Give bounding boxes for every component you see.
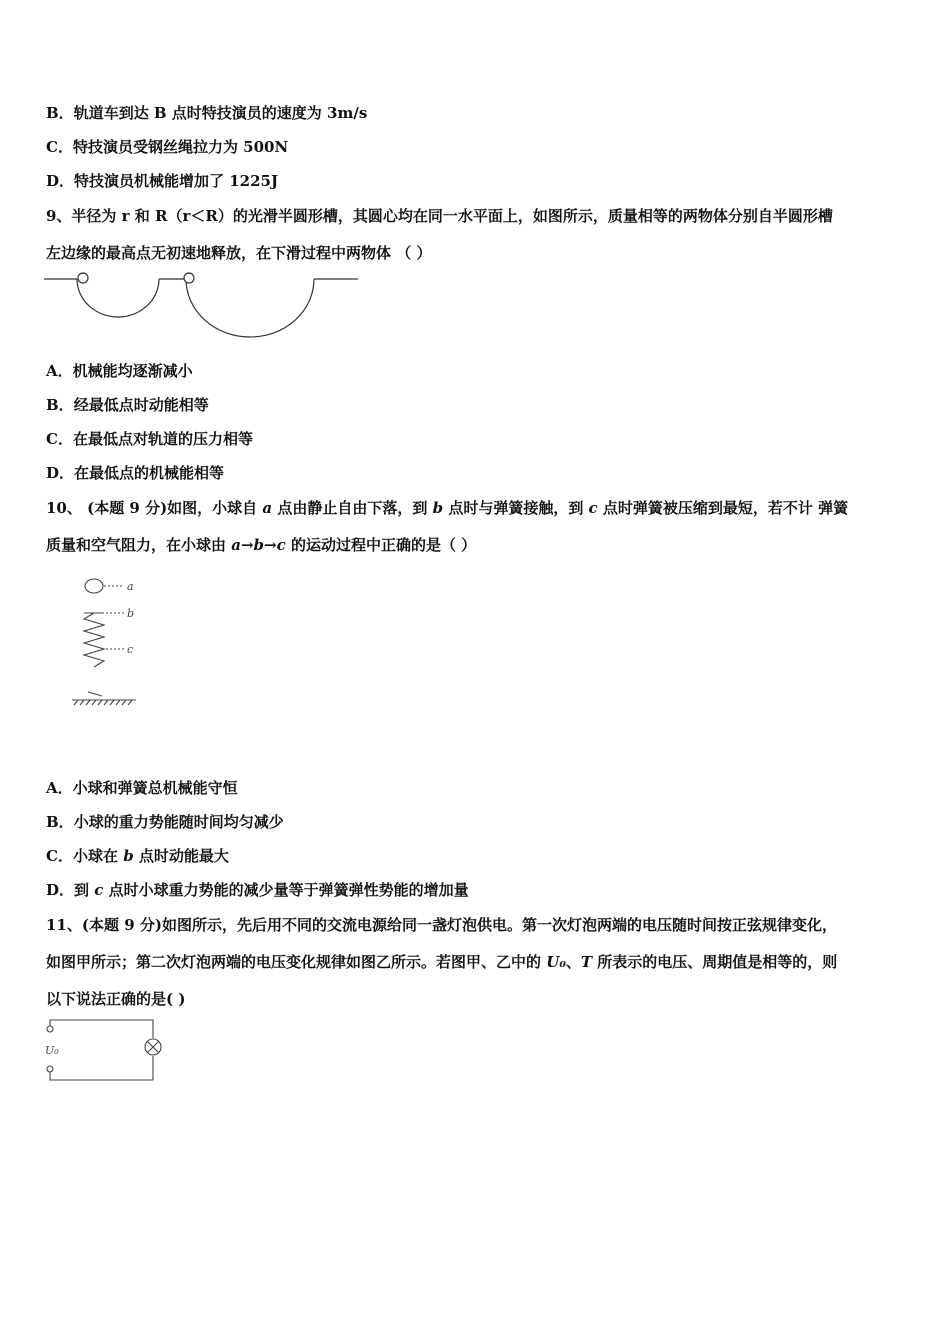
option-text: 小球在 <box>72 847 124 865</box>
option-letter: B． <box>46 396 74 414</box>
option-letter: C． <box>46 847 73 865</box>
label-a: a <box>127 580 134 593</box>
option-letter: B． <box>46 813 74 831</box>
spring-coil <box>84 613 104 667</box>
option-text: 在最低点的机械能相等 <box>74 464 225 482</box>
voltage-label: U₀ <box>45 1044 59 1057</box>
text: 、 <box>565 953 581 971</box>
label-b: b <box>127 607 135 620</box>
text: 点时与弹簧接触，到 <box>443 499 589 517</box>
large-trough <box>186 279 314 337</box>
var-u0: U₀ <box>546 953 566 971</box>
text: 所表示的电压、周期值是相等的，则 <box>592 953 838 971</box>
option-letter: D． <box>46 172 75 190</box>
wire-top <box>50 1020 153 1038</box>
option-letter: A． <box>46 362 73 380</box>
var-b: b <box>432 499 444 517</box>
option-text: 在最低点对轨道的压力相等 <box>72 430 253 448</box>
option-letter: D． <box>46 464 75 482</box>
wire-bottom <box>50 1056 153 1080</box>
q10-stem-line2 <box>46 534 476 555</box>
q9-stem-line2: 左边缘的最高点无初速地释放，在下滑过程中两物体 （ ） <box>46 244 432 262</box>
option-letter: C． <box>46 138 73 156</box>
q11-stem-line2 <box>46 951 837 972</box>
option-text: 特技演员机械能增加了 1225J <box>74 172 279 190</box>
text: 点由静止自由下落，到 <box>272 499 433 517</box>
option-text: 点时动能最大 <box>133 847 229 865</box>
option-letter: B． <box>46 104 74 122</box>
text: 质量和空气阻力，在小球由 <box>46 536 232 554</box>
q10-option-c <box>46 845 229 866</box>
q9-option-a <box>46 360 193 381</box>
text: 的运动过程中正确的是（ ） <box>285 536 477 554</box>
terminal-bottom <box>47 1066 53 1072</box>
ball <box>85 579 103 593</box>
small-trough <box>77 279 159 317</box>
q10-option-a <box>46 777 238 798</box>
option-letter: A． <box>46 779 73 797</box>
var-a: a <box>262 499 273 517</box>
object-ball-small <box>78 273 88 283</box>
q9-option-d <box>46 462 224 483</box>
option-text: 小球的重力势能随时间均匀减少 <box>73 813 284 831</box>
semicircle-troughs-figure <box>44 268 362 344</box>
option-letter: D． <box>46 881 75 899</box>
q11-stem-line1: 11、(本题 9 分)如图所示，先后用不同的交流电源给同一盏灯泡供电。第一次灯泡两端的电压随时间按正弦规律变化， <box>46 916 837 934</box>
lamp-circuit-figure <box>40 1016 166 1086</box>
var-b: b <box>123 847 134 865</box>
spring-base <box>88 692 102 696</box>
option-text: 特技演员受钢丝绳拉力为 500N <box>72 138 289 156</box>
q10-stem-line1 <box>46 497 848 518</box>
var-c: c <box>588 499 598 517</box>
terminal-top <box>47 1026 53 1032</box>
q8-option-b <box>46 102 367 123</box>
text: 点时弹簧被压缩到最短，若不计 弹簧 <box>597 499 849 517</box>
q10-option-b <box>46 811 284 832</box>
text: 10、 (本题 9 分)如图，小球自 <box>46 499 263 517</box>
option-text: 轨道车到达 B 点时特技演员的速度为 3m/s <box>73 104 368 122</box>
option-text: 机械能均逐渐减小 <box>72 362 193 380</box>
var-t: T <box>580 953 593 971</box>
ball-spring-figure <box>66 572 150 712</box>
label-c: c <box>127 643 134 656</box>
q9-stem-line1: 9、半径为 r 和 R（r＜R）的光滑半圆形槽，其圆心均在同一水平面上，如图所示，质量相等的两物体分别自半圆形槽 <box>46 207 833 225</box>
option-text: 经最低点时动能相等 <box>73 396 209 414</box>
option-text: 小球和弹簧总机械能守恒 <box>72 779 238 797</box>
option-text: 点时小球重力势能的减少量等于弹簧弹性势能的增加量 <box>103 881 469 899</box>
option-letter: C． <box>46 430 73 448</box>
option-text: 到 <box>74 881 95 899</box>
q9-option-c <box>46 428 253 449</box>
q8-option-d <box>46 170 278 191</box>
q9-option-b <box>46 394 209 415</box>
var-c: c <box>94 881 104 899</box>
path-abc: a→b→c <box>231 536 286 554</box>
object-ball-large <box>184 273 194 283</box>
text: 如图甲所示；第二次灯泡两端的电压变化规律如图乙所示。若图甲、乙中的 <box>46 953 547 971</box>
q8-option-c <box>46 136 288 157</box>
ground-hatch <box>74 700 132 705</box>
q11-stem-line3: 以下说法正确的是( ) <box>46 990 186 1008</box>
q10-option-d <box>46 879 469 900</box>
